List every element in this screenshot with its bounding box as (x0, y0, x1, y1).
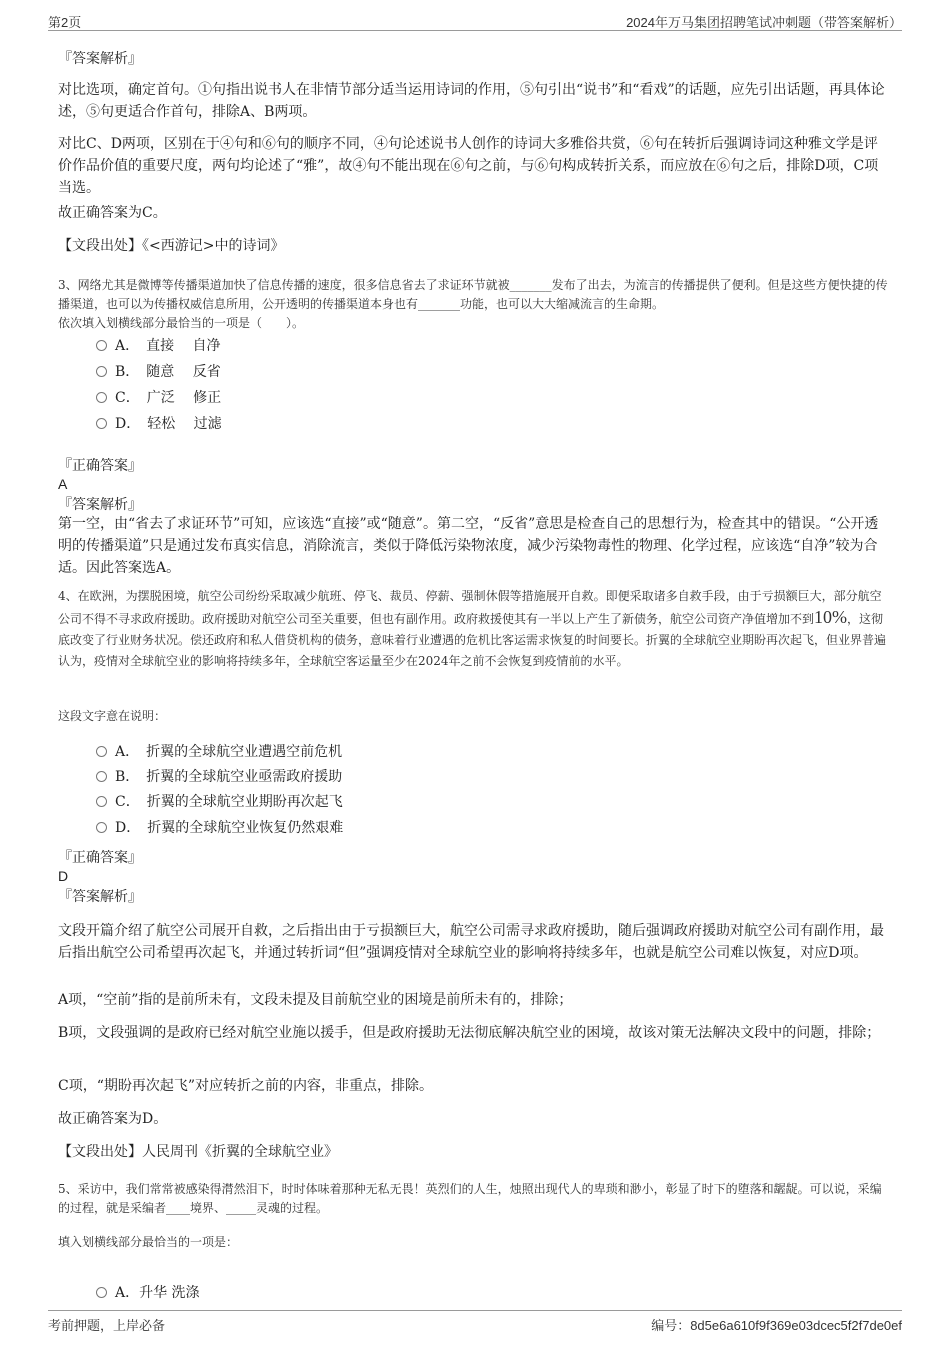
analysis-paragraph: A项，“空前”指的是前所未有，文段未提及目前航空业的困境是前所未有的，排除； (58, 992, 573, 1008)
radio-button[interactable] (96, 366, 107, 377)
question-stem: 4、在欧洲，为摆脱困境，航空公司纷纷采取减少航班、停飞、裁员、停薪、强制休假等措施展开自救。即便采取诸多自救手段，由于亏损额巨大，部分航空公司不得不寻求政府援助。政府援助对航空公司至关重要，但也有副作用。政府救援使其有一半以上产生了新债务，航空公司资产净值增加不到10%，这彻底改变了行业财务状况。偿还政府和私人借贷机构的债务，意味着行业遭遇的危机比客运需求恢复的时间要长。折翼的全球航空业期盼再次起飞，但业界普遍认为，疫情对全球航空业的影响将持续多年，全球航空客运量至少在2024年之前不会恢复到疫情前的水平。 (58, 589, 887, 668)
page-footer (48, 1310, 902, 1331)
option-a[interactable]: A． 折翼的全球航空业遭遇空前危机 (96, 742, 342, 762)
radio-button[interactable] (96, 340, 107, 351)
question-prompt: 这段文字意在说明： (58, 709, 167, 723)
option-b[interactable]: B． 随意 反省 (96, 362, 221, 382)
source-citation: 【文段出处】《<西游记>中的诗词》 (58, 238, 285, 254)
option-a[interactable]: A． 直接 自净 (96, 336, 221, 356)
question-prompt: 填入划横线部分最恰当的一项是： (58, 1235, 239, 1249)
page-header (48, 10, 902, 31)
analysis-paragraph: 对比选项，确定首句。①句指出说书人在非情节部分适当运用诗词的作用，⑤句引出“说书”和“看戏”的话题，应先引出话题，再具体论述，⑤句更适合作首句，排除A、B两项。 (58, 82, 885, 120)
option-d[interactable]: D． 轻松 过滤 (96, 414, 222, 434)
question-prompt: 依次填入划横线部分最恰当的一项是（ ）。 (58, 316, 305, 330)
analysis-paragraph: 第一空，由“省去了求证环节”可知，应该选“直接”或“随意”。第二空，“反省”意思是检查自己的思想行为，检查其中的错误。“公开透明的传播渠道”只是通过发布真实信息，消除流言，类似于降低污染物浓度，减少污染物毒性的物理、化学过程，应该选“自净”较为合适。因此答案选A。 (58, 516, 879, 576)
source-citation: 【文段出处】人民周刊《折翼的全球航空业》 (58, 1144, 338, 1160)
analysis-conclusion: 故正确答案为C。 (58, 205, 167, 221)
correct-answer: A (58, 476, 68, 492)
question-stem: 5、采访中，我们常常被感染得潸然泪下，时时体味着那种无私无畏！英烈们的人生，烛照出现代人的卑琐和渺小，彰显了时下的堕落和龌龊。可以说，采编的过程，就是采编者____境界、_____灵魂的过程。 (58, 1182, 882, 1215)
radio-button[interactable] (96, 822, 107, 833)
footer-slogan: 考前押题，上岸必备 (48, 1318, 166, 1333)
radio-button[interactable] (96, 392, 107, 403)
analysis-label: 『答案解析』 (58, 497, 142, 513)
analysis-paragraph: C项，“期盼再次起飞”对应转折之前的内容，非重点，排除。 (58, 1078, 434, 1094)
analysis-paragraph: 文段开篇介绍了航空公司展开自救，之后指出由于亏损额巨大，航空公司需寻求政府援助，随后强调政府援助对航空公司有副作用，最后指出航空公司希望再次起飞，并通过转折词“但”强调疫情对全球航空业的影响将持续多年，也就是航空公司难以恢复，对应D项。 (58, 923, 884, 961)
radio-button[interactable] (96, 771, 107, 782)
option-c[interactable]: C． 广泛 修正 (96, 388, 221, 408)
question-stem: 3、网络尤其是微博等传播渠道加快了信息传播的速度，很多信息省去了求证环节就被_______发布了出去，为流言的传播提供了便利。但是这些方便快捷的传播渠道，也可以为传播权威信息所用，公开透明的传播渠道本身也有_______功能，也可以大大缩减流言的生命期。 (58, 278, 888, 311)
analysis-label: 『答案解析』 (58, 51, 142, 67)
radio-button[interactable] (96, 796, 107, 807)
correct-answer: D (58, 868, 69, 884)
radio-button[interactable] (96, 746, 107, 757)
document-title: 2024年万马集团招聘笔试冲刺题（带答案解析） (626, 15, 902, 30)
correct-answer-label: 『正确答案』 (58, 850, 142, 866)
option-a[interactable]: A．升华 洗涤 (96, 1283, 200, 1303)
analysis-paragraph: B项，文段强调的是政府已经对航空业施以援手，但是政府援助无法彻底解决航空业的困境，故该对策无法解决文段中的问题，排除； (58, 1025, 881, 1041)
radio-button[interactable] (96, 418, 107, 429)
option-d[interactable]: D． 折翼的全球航空业恢复仍然艰难 (96, 818, 343, 838)
analysis-paragraph: 对比C、D两项，区别在于④句和⑥句的顺序不同，④句论述说书人创作的诗词大多雅俗共赏，⑥句在转折后强调诗词这种雅文学是评价作品价值的重要尺度，两句均论述了“雅”，故④句不能出现在⑥句之前，与⑥句构成转折关系，而应放在⑥句之后，排除D项，C项当选。 (58, 136, 879, 196)
analysis-conclusion: 故正确答案为D。 (58, 1111, 168, 1127)
option-c[interactable]: C． 折翼的全球航空业期盼再次起飞 (96, 792, 343, 812)
percent-value: 10% (814, 607, 848, 627)
radio-button[interactable] (96, 1287, 107, 1298)
page-number: 第2页 (48, 15, 82, 30)
analysis-label: 『答案解析』 (58, 889, 142, 905)
correct-answer-label: 『正确答案』 (58, 458, 142, 474)
document-id: 编号：8d5e6a610f9f369e03dcec5f2f7de0ef (651, 1318, 902, 1333)
option-b[interactable]: B． 折翼的全球航空业亟需政府援助 (96, 767, 342, 787)
